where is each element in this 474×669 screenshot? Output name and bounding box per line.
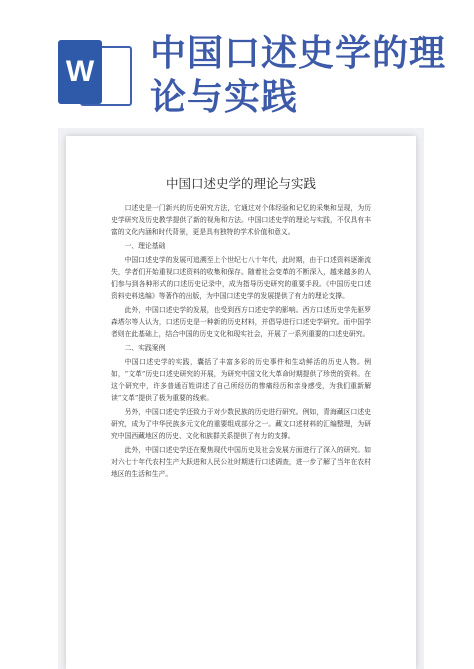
body-paragraph: 此外，中国口述史学还在聚焦现代中国历史及社会发展方面进行了深入的研究。如对六七十年代农村生产大跃进和人民公社时期进行口述调查，进一步了解了当年在农村地区的生活和生产。	[111, 446, 371, 478]
body-paragraph: 中国口述史学的发展可追溯至上个世纪七八十年代，此时期，由于口述资料逐渐流失，学者们开始重视口述资料的收集和保存。随着社会变革的不断深入，越来越多的人们参与到各种形式的口述历史记录中，成为指导历史研究的重要手段。《中国历史口述资料史料选编》等著作的出版，为中国口述史学的发展提供了有力的理论支撑。	[111, 256, 371, 300]
header-banner	[0, 0, 474, 120]
document-body	[111, 202, 371, 482]
body-paragraph: 中国口述史学的实践，囊括了丰富多彩的历史事件和生动鲜活的历史人物。例如，“文革”历史口述史研究的开展，为研究中国文化大革命时期提供了珍贵的资料。在这个研究中，许多普通百姓讲述了自己所经历的惨痛经历和亲身感受，为我们重新解读“文革”提供了极为重要的线索。	[111, 358, 371, 402]
document-page	[66, 136, 416, 669]
banner-title: 中国口述史学的理论与实践	[150, 33, 447, 118]
word-document-icon	[58, 40, 132, 104]
document-title: 中国口述史学的理论与实践	[165, 176, 316, 191]
logo-letter: W	[58, 40, 102, 104]
section-heading: 二、实践案例	[124, 344, 166, 352]
intro-paragraph: 口述史是一门新兴的历史研究方法，它通过对个体经验和记忆的采集和呈现，为历史学研究及历史教学提供了新的视角和方法。中国口述史学的理论与实践，不仅具有丰富的文化内涵和时代背景，更是具有独特的学术价值和意义。	[111, 204, 371, 236]
body-paragraph: 此外，中国口述史学的发展，也受到西方口述史学的影响。西方口述历史学先驱罗森塔尔等人认为，口述历史是一种新的历史材料，并倡导进行口述史学研究。而中国学者则在此基础上，结合中国的历史文化和现实社会，开展了一系列重要的口述史研究。	[111, 306, 371, 338]
section-heading: 一、理论基础	[124, 242, 166, 250]
body-paragraph: 另外，中国口述史学还致力于对少数民族的历史进行研究。例如，青海藏区口述史研究，成为了中华民族多元文化的重要组成部分之一。藏文口述材料的汇编整理，为研究中国西藏地区的历史、文化和族群关系提供了有力的支撑。	[111, 408, 371, 440]
